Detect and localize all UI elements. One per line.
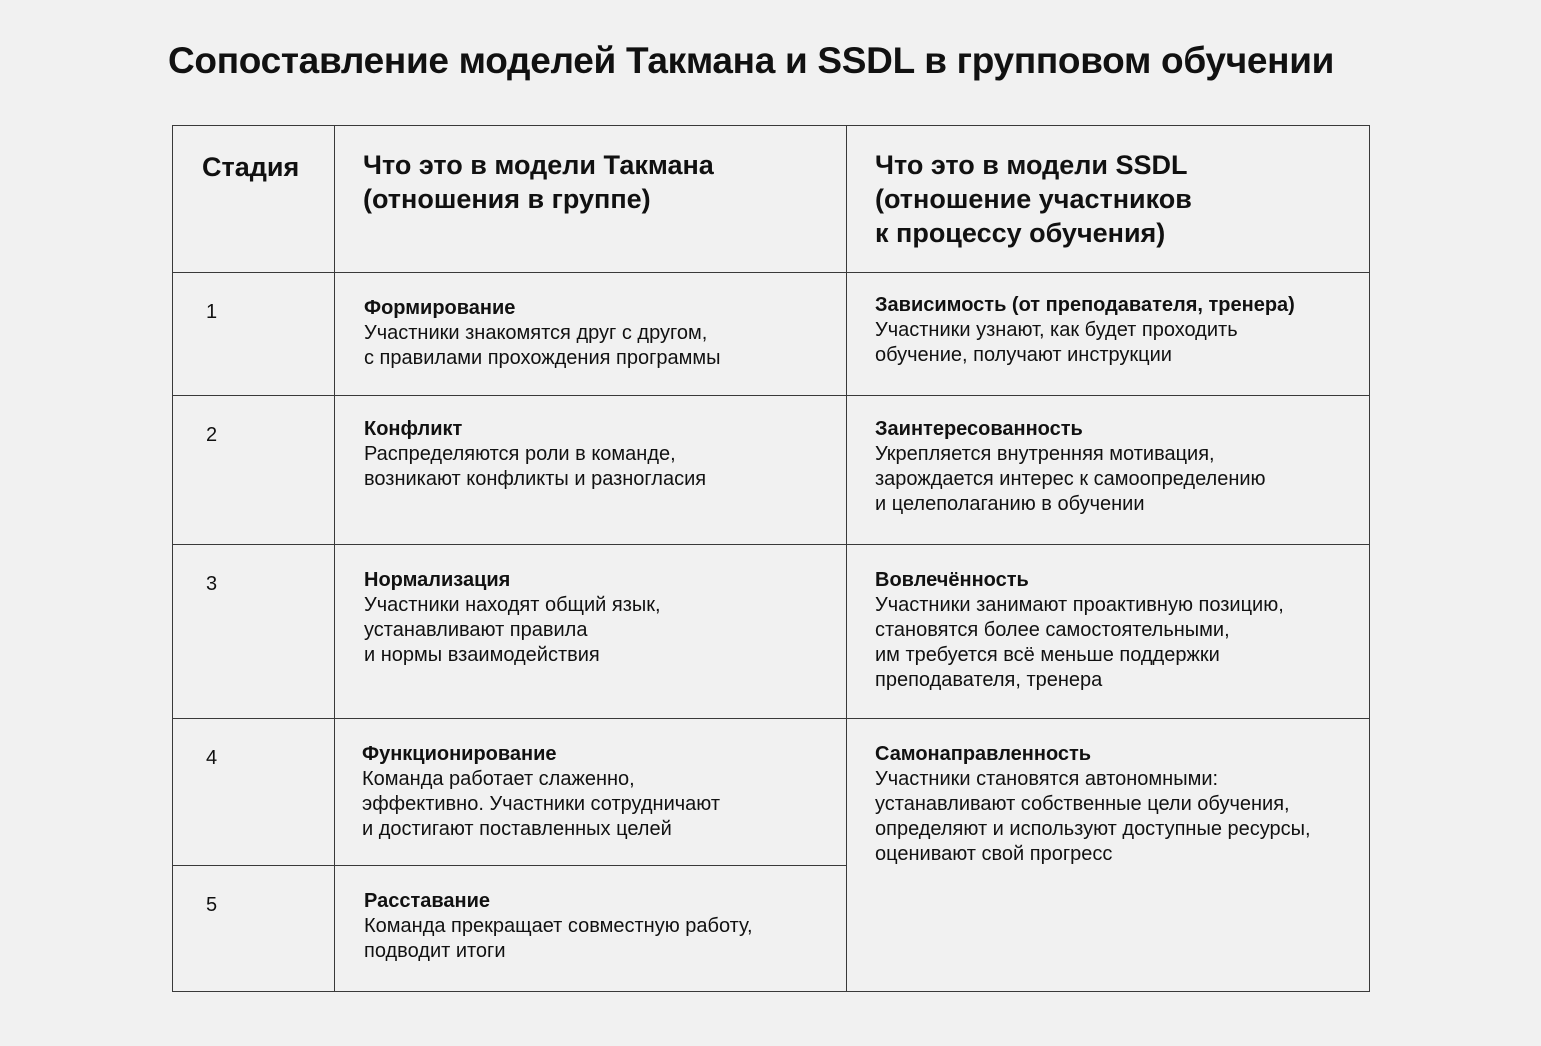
ssdl-stage-title: Самонаправленность	[875, 743, 1092, 765]
stage-cell	[173, 273, 335, 396]
table-row	[173, 545, 1370, 719]
tuckman-stage-description: Распределяются роли в команде, возникают конфликты и разногласия	[364, 443, 707, 490]
ssdl-stage-description: Укрепляется внутренняя мотивация, зарождается интерес к самоопределению и целеполаганию в обучении	[875, 443, 1266, 515]
ssdl-stage-description: Участники узнают, как будет проходить обучение, получают инструкции	[875, 319, 1238, 366]
tuckman-stage-title: Конфликт	[364, 418, 463, 440]
ssdl-stage-description: Участники становятся автономными: устанавливают собственные цели обучения, определяют и используют доступные ресурсы, оценивают свой прогресс	[875, 768, 1311, 865]
stage-number: 3	[206, 573, 218, 595]
table-row	[173, 273, 1370, 396]
header-ssdl: Что это в модели SSDL (отношение участников к процессу обучения)	[875, 150, 1192, 248]
page-title: Сопоставление моделей Такмана и SSDL в групповом обучении	[168, 40, 1335, 81]
tuckman-stage-description: Участники знакомятся друг с другом, с правилами прохождения программы	[364, 322, 721, 369]
stage-number: 2	[206, 424, 218, 446]
header-cell-stage	[173, 126, 335, 273]
tuckman-cell	[335, 396, 847, 545]
ssdl-stage-title: Зависимость (от преподавателя, тренера)	[875, 294, 1295, 316]
ssdl-cell	[847, 545, 1370, 719]
ssdl-cell	[847, 396, 1370, 545]
stage-cell	[173, 545, 335, 719]
tuckman-stage-description: Команда работает слаженно, эффективно. Участники сотрудничают и достигают поставленных целей	[362, 768, 721, 840]
tuckman-cell	[335, 545, 847, 719]
tuckman-cell	[335, 719, 847, 866]
stage-number: 5	[206, 894, 218, 916]
header-cell-tuckman	[335, 126, 847, 273]
tuckman-stage-description: Участники находят общий язык, устанавливают правила и нормы взаимодействия	[364, 594, 661, 666]
tuckman-cell	[335, 273, 847, 396]
stage-number: 1	[206, 301, 218, 323]
stage-cell	[173, 866, 335, 992]
table-row	[173, 396, 1370, 545]
header-cell-ssdl	[847, 126, 1370, 273]
ssdl-stage-title: Вовлечённость	[875, 569, 1029, 591]
stage-number: 4	[206, 747, 218, 769]
tuckman-stage-title: Расставание	[364, 890, 491, 912]
tuckman-stage-title: Функционирование	[362, 743, 557, 765]
header-tuckman: Что это в модели Такмана (отношения в группе)	[363, 150, 714, 214]
table-row	[173, 719, 1370, 866]
ssdl-cell	[847, 273, 1370, 396]
table-header-row	[173, 126, 1370, 273]
comparison-table	[172, 125, 1370, 992]
ssdl-stage-title: Заинтересованность	[875, 418, 1083, 440]
tuckman-cell	[335, 866, 847, 992]
tuckman-stage-title: Нормализация	[364, 569, 511, 591]
tuckman-stage-title: Формирование	[364, 297, 516, 319]
stage-cell	[173, 719, 335, 866]
ssdl-cell	[847, 719, 1370, 992]
tuckman-stage-description: Команда прекращает совместную работу, подводит итоги	[364, 915, 753, 962]
stage-cell	[173, 396, 335, 545]
ssdl-stage-description: Участники занимают проактивную позицию, становятся более самостоятельными, им требуется всё меньше поддержки преподавателя, тренера	[875, 594, 1284, 691]
header-stage: Стадия	[202, 152, 300, 182]
